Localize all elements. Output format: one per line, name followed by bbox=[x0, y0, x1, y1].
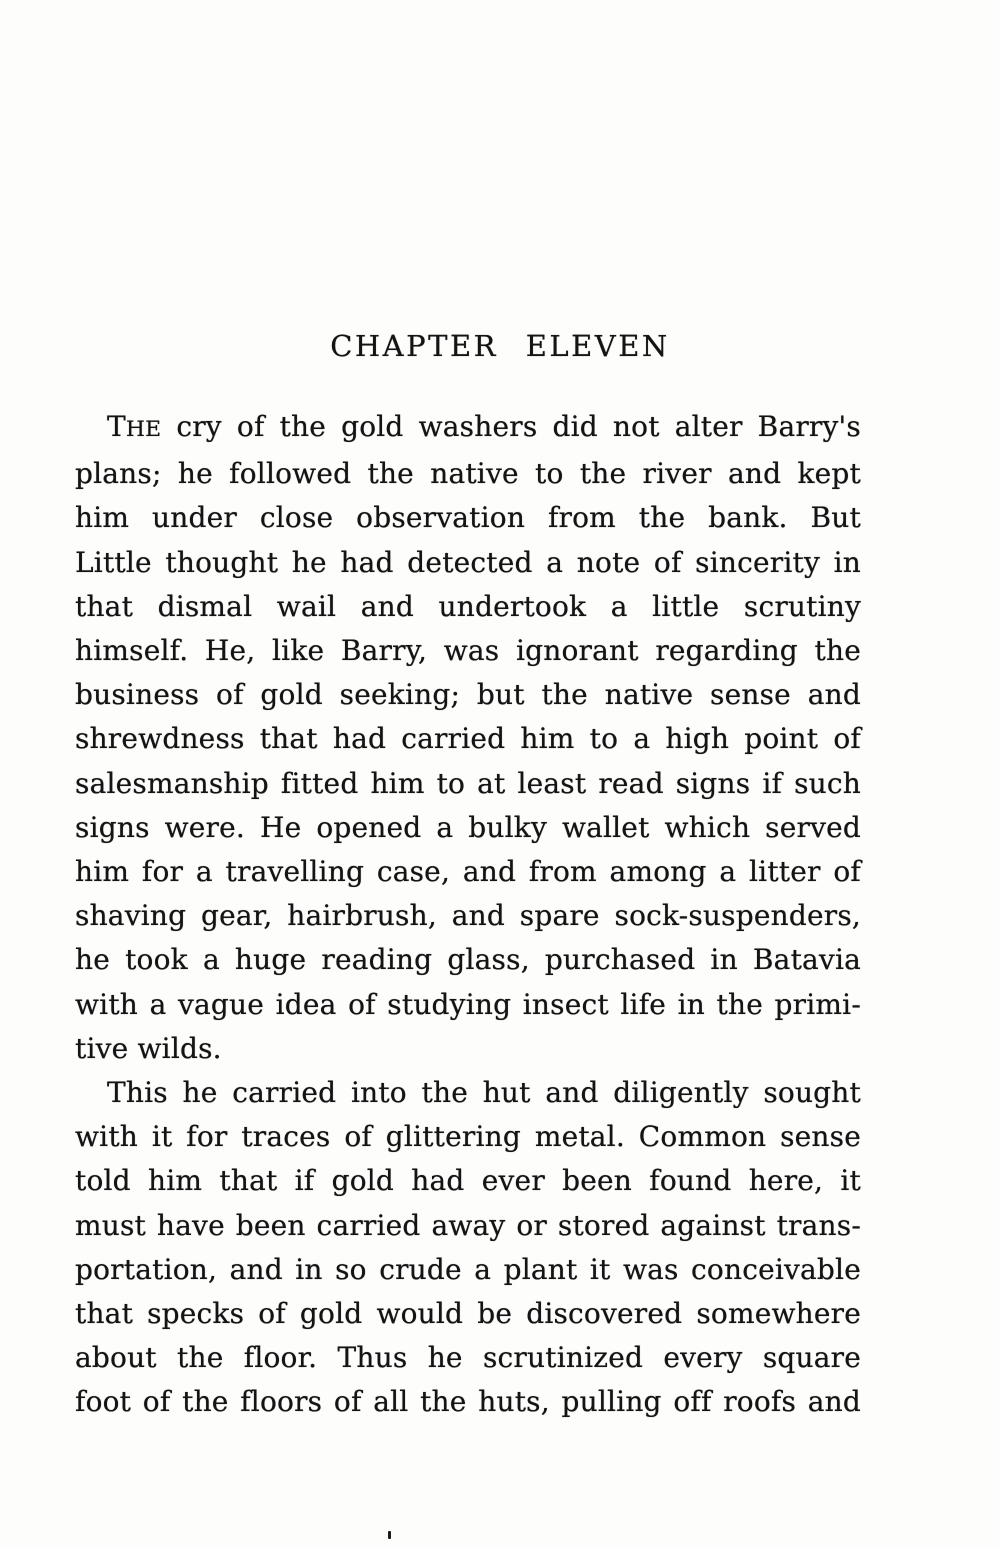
text-line: signs were. He opened a bulky wallet which served bbox=[75, 810, 861, 844]
text-line: This he carried into the hut and diligently sought bbox=[107, 1076, 861, 1110]
text-line: with it for traces of glittering metal. Common sense bbox=[75, 1120, 861, 1154]
text-line: tive wilds. bbox=[75, 1031, 222, 1065]
text-line: told him that if gold had ever been found here, it bbox=[75, 1164, 861, 1198]
text-line: about the floor. Thus he scrutinized every square bbox=[75, 1341, 861, 1375]
text-line: himself. He, like Barry, was ignorant regarding the bbox=[75, 634, 861, 668]
scan-artifact-mark bbox=[388, 1531, 391, 1539]
text-line: he took a huge reading glass, purchased in Batavia bbox=[75, 943, 861, 977]
text-line: shrewdness that had carried him to a high point of bbox=[75, 722, 861, 756]
text-line: him under close observation from the bank. But bbox=[75, 501, 861, 535]
text-line: business of gold seeking; but the native sense and bbox=[75, 678, 861, 712]
chapter-heading: CHAPTER ELEVEN bbox=[330, 329, 670, 363]
text-line: with a vague idea of studying insect life in the primi- bbox=[75, 987, 861, 1021]
text-line: THE cry of the gold washers did not alter Barry's bbox=[107, 410, 861, 443]
body-text-block bbox=[75, 405, 861, 1425]
text-line: portation, and in so crude a plant it was conceivable bbox=[75, 1252, 861, 1286]
text-line: Little thought he had detected a note of sincerity in bbox=[75, 545, 861, 579]
text-line: salesmanship fitted him to at least read signs if such bbox=[75, 766, 861, 800]
text-line: that dismal wail and undertook a little scrutiny bbox=[75, 589, 861, 623]
text-line: him for a travelling case, and from among a litter of bbox=[75, 855, 861, 889]
text-line: that specks of gold would be discovered somewhere bbox=[75, 1297, 861, 1331]
text-line: must have been carried away or stored against trans- bbox=[75, 1208, 861, 1242]
lead-word-small-caps: THE bbox=[107, 410, 162, 443]
text-line: plans; he followed the native to the river and kept bbox=[75, 457, 861, 491]
text-line: shaving gear, hairbrush, and spare sock-suspenders, bbox=[75, 899, 861, 933]
text-line: foot of the floors of all the huts, pulling off roofs and bbox=[75, 1385, 861, 1419]
